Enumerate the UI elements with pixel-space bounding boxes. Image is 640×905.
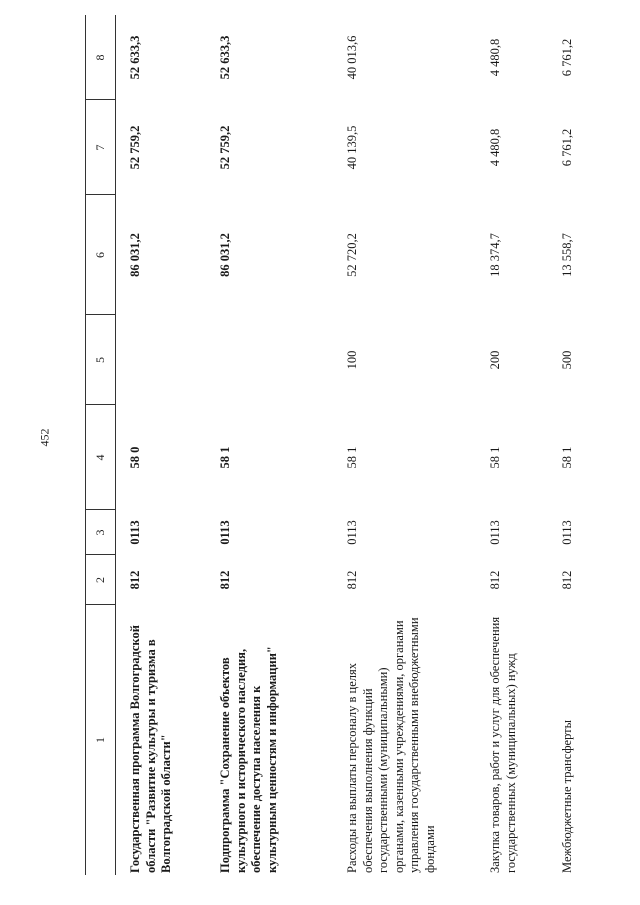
- row-cell-c4: 58 0: [128, 446, 142, 469]
- header-bottom-border: [115, 15, 116, 875]
- row-name: Подпрограмма "Сохранение объектов культурного и исторического наследия, обеспечение доступа населения к культурным ценностям и информации": [218, 646, 279, 873]
- row-cell-c7: 40 139,5: [345, 125, 359, 170]
- header-col-1: 1: [93, 737, 107, 743]
- row-cell-c8: 4 480,8: [488, 38, 502, 77]
- header-col-2: 2: [93, 577, 107, 583]
- row-cell-c4: 58 1: [560, 446, 574, 469]
- row-cell-c6: 86 031,2: [218, 233, 232, 277]
- row-cell-c6: 52 720,2: [345, 233, 359, 277]
- row-name: Государственная программа Волгоградской области "Развитие культуры и туризма в Волгоградской области": [128, 625, 173, 873]
- row-cell-c3: 0113: [218, 520, 232, 545]
- row-cell-c4: 58 1: [488, 446, 502, 469]
- row-cell-c8: 6 761,2: [560, 38, 574, 77]
- row-cell-c3: 0113: [488, 520, 502, 545]
- page-number: 452: [37, 428, 52, 447]
- row-cell-c3: 0113: [128, 520, 142, 545]
- row-name: Расходы на выплаты персоналу в целях обеспечения выполнения функций государственными (муниципальными) органами, казенными учреждениями, органами управления государственными внебюджетными фондами: [345, 617, 437, 873]
- row-cell-c8: 52 633,3: [218, 35, 232, 80]
- header-col-6: 6: [93, 252, 107, 258]
- header-col-8: 8: [93, 54, 107, 61]
- row-cell-c4: 58 1: [345, 446, 359, 469]
- row-cell-c3: 0113: [345, 520, 359, 545]
- row-cell-c5: 100: [345, 350, 359, 370]
- row-cell-c5: 500: [560, 350, 574, 370]
- row-cell-c2: 812: [128, 570, 142, 590]
- row-cell-c7: 52 759,2: [218, 125, 232, 170]
- row-cell-c8: 40 013,6: [345, 35, 359, 80]
- row-cell-c7: 52 759,2: [128, 125, 142, 170]
- row-cell-c7: 6 761,2: [560, 128, 574, 167]
- row-cell-c8: 52 633,3: [128, 35, 142, 80]
- header-col-7: 7: [93, 144, 107, 151]
- row-cell-c2: 812: [560, 570, 574, 590]
- row-name: Межбюджетные трансферты: [560, 719, 574, 873]
- header-col-5: 5: [93, 357, 107, 363]
- row-name: Закупка товаров, работ и услуг для обеспечения государственных (муниципальных) нужд: [488, 616, 518, 873]
- header-col-4: 4: [93, 454, 107, 461]
- row-cell-c2: 812: [345, 570, 359, 590]
- header-col-3: 3: [93, 529, 107, 536]
- row-cell-c5: 200: [488, 350, 502, 370]
- table-top-border: [85, 15, 86, 875]
- row-cell-c7: 4 480,8: [488, 128, 502, 167]
- row-cell-c2: 812: [218, 570, 232, 590]
- row-cell-c6: 13 558,7: [560, 233, 574, 277]
- row-cell-c6: 86 031,2: [128, 233, 142, 277]
- row-cell-c2: 812: [488, 570, 502, 590]
- budget-table: [85, 15, 640, 875]
- row-cell-c4: 58 1: [218, 446, 232, 469]
- row-cell-c6: 18 374,7: [488, 233, 502, 277]
- row-cell-c3: 0113: [560, 520, 574, 545]
